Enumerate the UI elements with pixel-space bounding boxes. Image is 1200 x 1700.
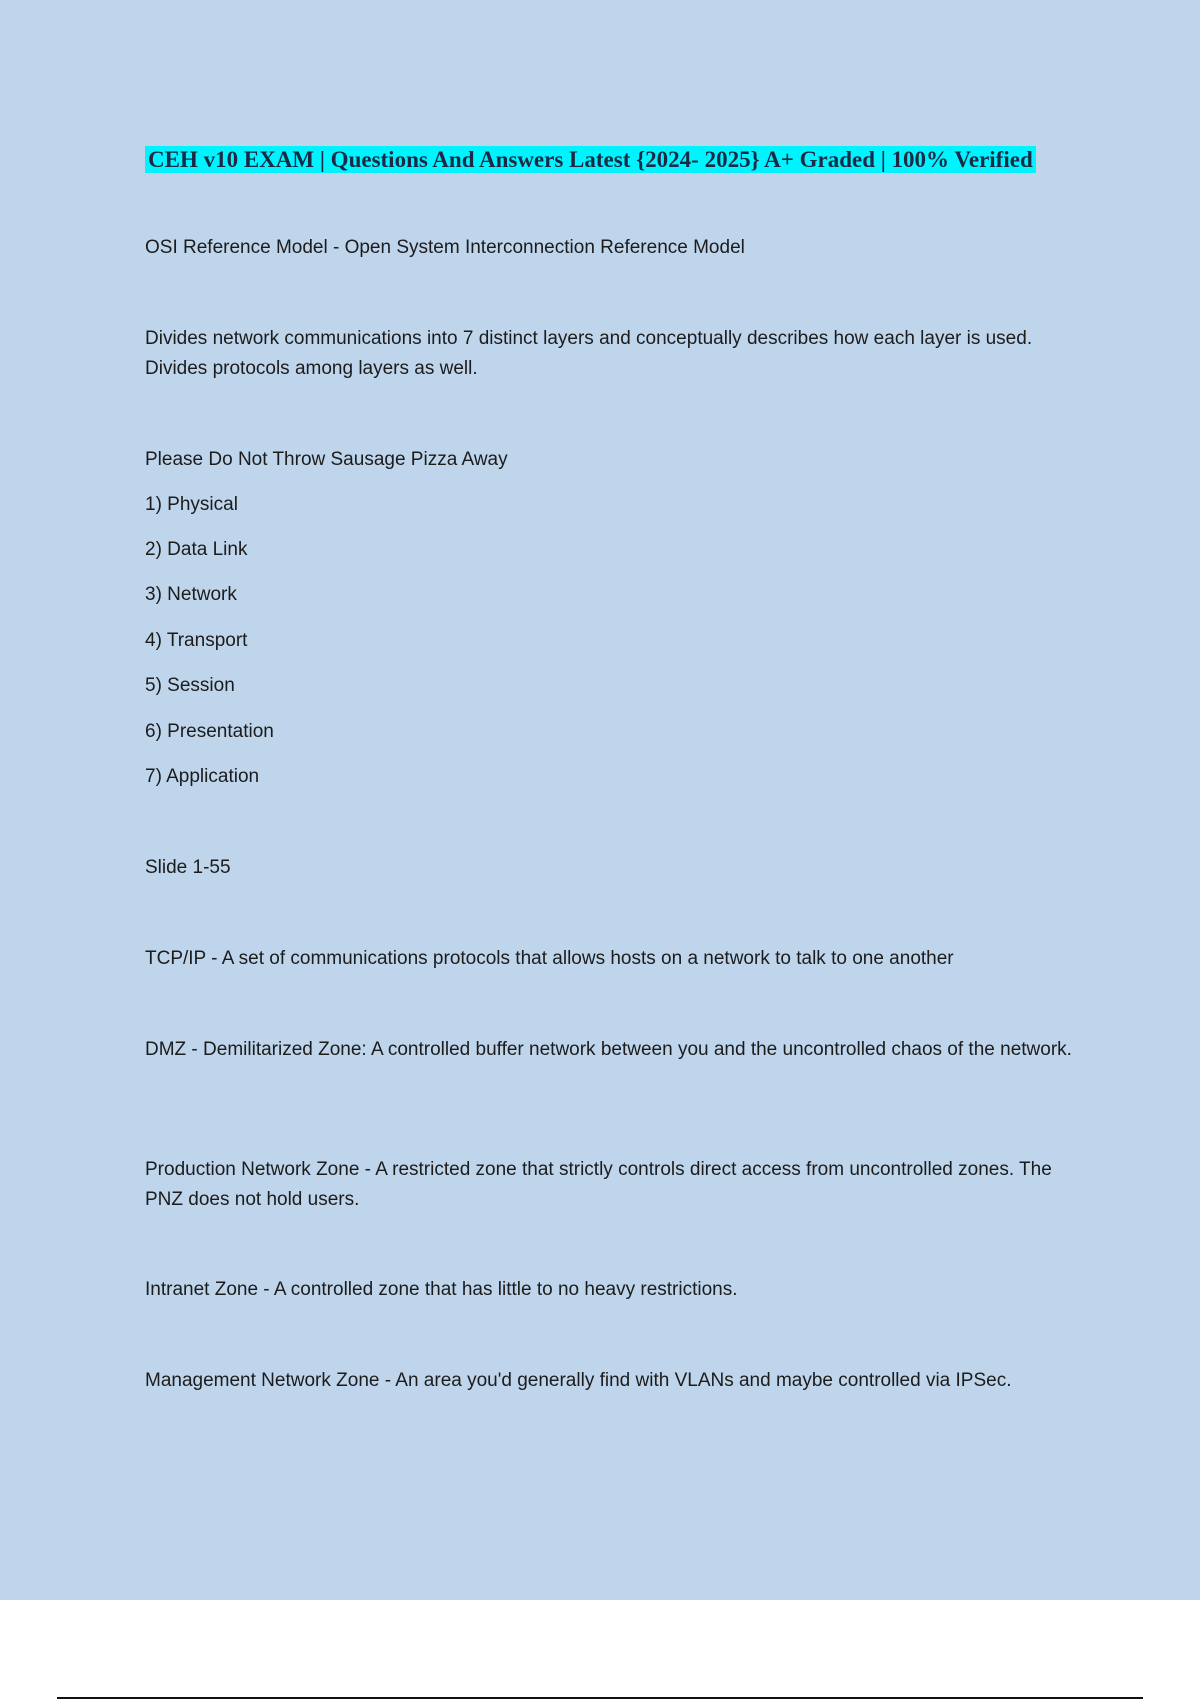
layer-item-data-link: 2) Data Link xyxy=(145,539,248,560)
osi-mnemonic: Please Do Not Throw Sausage Pizza Away xyxy=(145,449,508,470)
layer-item-application: 7) Application xyxy=(145,766,260,787)
pnz-definition: Production Network Zone - A restricted zone that strictly controls direct access from uncontrolled zones. The PNZ does not hold users. xyxy=(145,1159,1052,1210)
layer-item-physical: 1) Physical xyxy=(145,494,238,515)
dmz-definition: DMZ - Demilitarized Zone: A controlled buffer network between you and the uncontrolled chaos of the network. xyxy=(145,1039,1072,1060)
title-highlight: CEH v10 EXAM | Questions And Answers Latest {2024- 2025} A+ Graded | 100% Verified xyxy=(145,146,1036,173)
management-definition: Management Network Zone - An area you'd generally find with VLANs and maybe controlled via IPSec. xyxy=(145,1370,1012,1391)
layer-item-presentation: 6) Presentation xyxy=(145,721,274,742)
layer-item-transport: 4) Transport xyxy=(145,630,248,651)
layer-item-network: 3) Network xyxy=(145,584,237,605)
tcpip-definition: TCP/IP - A set of communications protocols that allows hosts on a network to talk to one another xyxy=(145,948,954,969)
footer-divider xyxy=(57,1697,1143,1699)
osi-definition: OSI Reference Model - Open System Interconnection Reference Model xyxy=(145,237,745,258)
layer-item-session: 5) Session xyxy=(145,675,235,696)
document-title xyxy=(145,146,1036,174)
slide-reference: Slide 1-55 xyxy=(145,857,231,878)
osi-description: Divides network communications into 7 distinct layers and conceptually describes how each layer is used. Divides protocols among layers as well. xyxy=(145,328,1033,379)
intranet-definition: Intranet Zone - A controlled zone that has little to no heavy restrictions. xyxy=(145,1279,738,1300)
